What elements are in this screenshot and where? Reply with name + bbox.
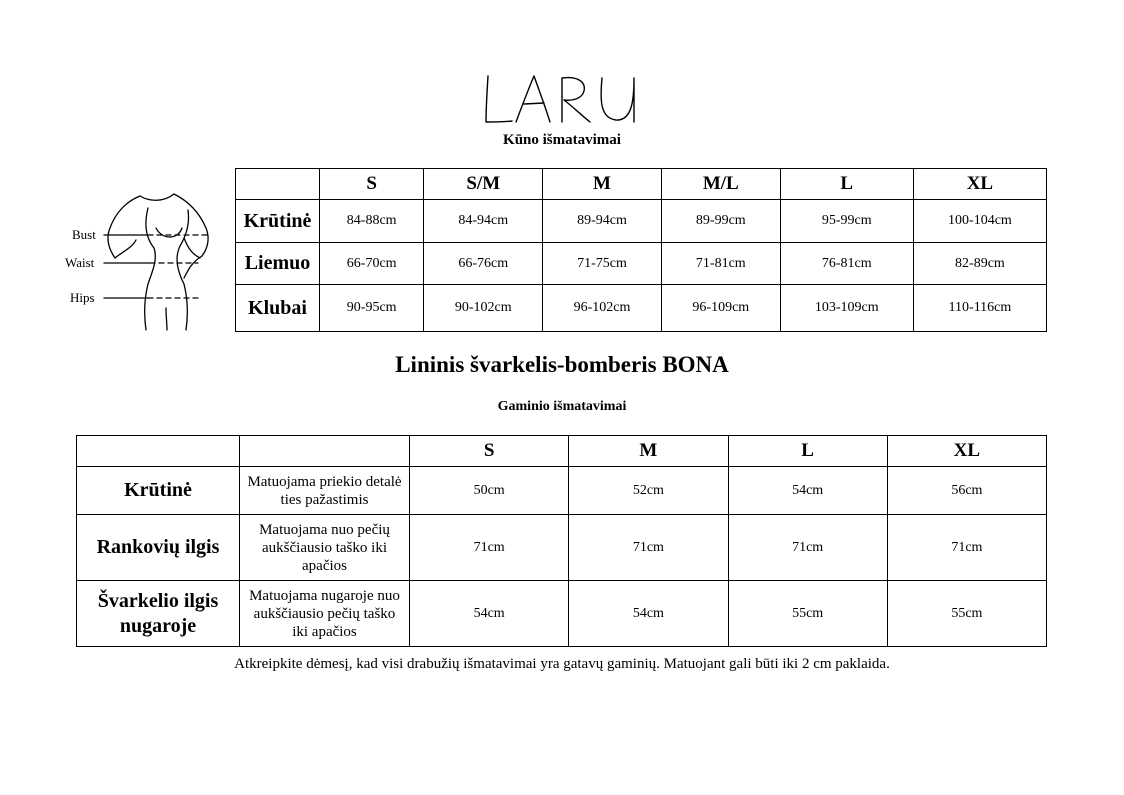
table-row xyxy=(236,200,1047,243)
table-cell: 56cm xyxy=(887,467,1046,515)
header-empty-cell xyxy=(240,436,410,467)
table-row xyxy=(77,515,1047,581)
table-cell: 50cm xyxy=(410,467,569,515)
table-cell: 95-99cm xyxy=(780,200,913,243)
table-cell: 71cm xyxy=(569,515,728,581)
table-cell: 110-116cm xyxy=(913,285,1046,332)
product-measurements-table xyxy=(76,435,1047,647)
row-label: Krūtinė xyxy=(236,200,320,243)
row-label: Švarkelio ilgis nugaroje xyxy=(77,581,240,647)
row-label: Rankovių ilgis xyxy=(77,515,240,581)
table-cell: 54cm xyxy=(728,467,887,515)
size-header: S xyxy=(320,169,424,200)
size-header: M/L xyxy=(661,169,780,200)
table-row xyxy=(77,581,1047,647)
row-description: Matuojama nuo pečių aukščiausio taško iki apačios xyxy=(240,515,410,581)
table-header-row xyxy=(236,169,1047,200)
table-cell: 66-70cm xyxy=(320,243,424,285)
table-cell: 52cm xyxy=(569,467,728,515)
size-header: L xyxy=(780,169,913,200)
table-cell: 96-102cm xyxy=(543,285,662,332)
row-description: Matuojama nugaroje nuo aukščiausio pečių taško iki apačios xyxy=(240,581,410,647)
row-label: Krūtinė xyxy=(77,467,240,515)
table-cell: 54cm xyxy=(410,581,569,647)
figure-label-hips: Hips xyxy=(70,290,95,305)
table-row xyxy=(77,467,1047,515)
table-cell: 71cm xyxy=(728,515,887,581)
table-row xyxy=(236,243,1047,285)
figure-label-waist: Waist xyxy=(65,255,95,270)
body-figure xyxy=(60,188,235,333)
row-label: Klubai xyxy=(236,285,320,332)
size-header: L xyxy=(728,436,887,467)
figure-label-bust: Bust xyxy=(72,227,96,242)
brand-logo xyxy=(482,72,642,128)
table-cell: 76-81cm xyxy=(780,243,913,285)
table-cell: 96-109cm xyxy=(661,285,780,332)
size-header: M xyxy=(569,436,728,467)
table-cell: 89-94cm xyxy=(543,200,662,243)
table-cell: 71cm xyxy=(410,515,569,581)
table-row xyxy=(236,285,1047,332)
table-cell: 55cm xyxy=(887,581,1046,647)
table-cell: 90-102cm xyxy=(424,285,543,332)
disclaimer-note: Atkreipkite dėmesį, kad visi drabužių išmatavimai yra gatavų gaminių. Matuojant gali būti iki 2 cm paklaida. xyxy=(234,656,890,672)
table-cell: 66-76cm xyxy=(424,243,543,285)
header-empty-cell xyxy=(77,436,240,467)
table-cell: 84-94cm xyxy=(424,200,543,243)
row-description: Matuojama priekio detalė ties pažastimis xyxy=(240,467,410,515)
size-header: S/M xyxy=(424,169,543,200)
size-header: S xyxy=(410,436,569,467)
product-title: Lininis švarkelis-bomberis BONA xyxy=(395,352,729,377)
table-cell: 71cm xyxy=(887,515,1046,581)
table-cell: 90-95cm xyxy=(320,285,424,332)
table-cell: 54cm xyxy=(569,581,728,647)
header-empty-cell xyxy=(236,169,320,200)
row-label: Liemuo xyxy=(236,243,320,285)
table-cell: 55cm xyxy=(728,581,887,647)
body-measurements-table xyxy=(235,168,1047,332)
table-cell: 103-109cm xyxy=(780,285,913,332)
table-cell: 89-99cm xyxy=(661,200,780,243)
size-header: XL xyxy=(913,169,1046,200)
table-cell: 71-81cm xyxy=(661,243,780,285)
size-header: M xyxy=(543,169,662,200)
table-cell: 82-89cm xyxy=(913,243,1046,285)
table-cell: 84-88cm xyxy=(320,200,424,243)
body-measurements-title: Kūno išmatavimai xyxy=(503,132,621,148)
product-measurements-title: Gaminio išmatavimai xyxy=(497,399,627,414)
table-cell: 71-75cm xyxy=(543,243,662,285)
size-header: XL xyxy=(887,436,1046,467)
table-header-row xyxy=(77,436,1047,467)
table-cell: 100-104cm xyxy=(913,200,1046,243)
